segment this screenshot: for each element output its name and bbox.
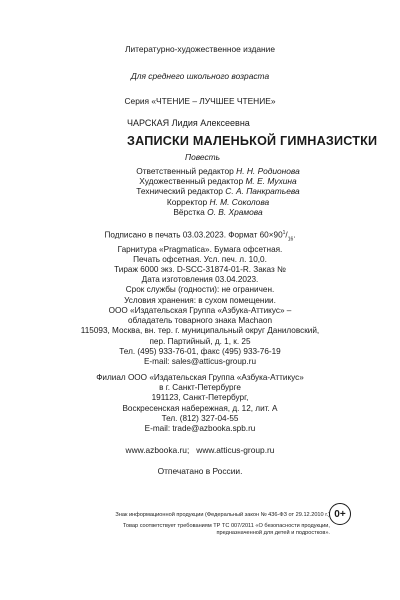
branch-line: Филиал ООО «Издательская Группа «Азбука-Аттикус» [96, 373, 304, 382]
credit-row: Технический редактор С. А. Панкратьева [136, 186, 300, 197]
publisher-line: обладатель товарного знака Machaon [128, 316, 272, 326]
publisher-line: Тел. (495) 933-76-01, факс (495) 933-76-19 [119, 346, 281, 356]
fine-print-line: Товар соответствует требованиям ТР ТС 007/2011 «О безопасности продукции, [122, 523, 330, 529]
branch-line: E-mail: trade@azbooka.spb.ru [144, 424, 256, 434]
branch-line: 191123, Санкт-Петербург, [151, 393, 249, 403]
print-info-line: Тираж 6000 экз. D-SCC-31874-01-R. Заказ № [114, 264, 286, 274]
edition-type: Литературно-художественное издание [124, 44, 276, 54]
print-info-line: Условия хранения: в сухом помещении. [124, 295, 276, 305]
publisher-line: 115093, Москва, вн. тер. г. муниципальный округ Даниловский, [80, 326, 320, 336]
audience: Для среднего школьного возраста [130, 71, 270, 81]
author: ЧАРСКАЯ Лидия Алексеевна [127, 118, 250, 128]
publisher-line: ООО «Издательская Группа «Азбука-Аттикус» – [108, 306, 292, 315]
credit-row: Ответственный редактор Н. Н. Родионова [136, 166, 300, 176]
fine-print-line: Знак информационной продукции (Федеральный закон № 436-ФЗ от 29.12.2010 г.) [115, 512, 330, 518]
print-info-line: Подписано в печать 03.03.2023. Формат $60\times 90^1/_{16}$. [104, 230, 296, 243]
credit-row: Художественный редактор М. Е. Мухина [139, 176, 297, 187]
series: Серия «ЧТЕНИЕ – ЛУЧШЕЕ ЧТЕНИЕ» [124, 96, 276, 106]
publisher-line: пер. Партийный, д. 1, к. 25 [149, 336, 251, 346]
print-info-line: Срок службы (годности): не ограничен. [125, 285, 275, 295]
print-info-line: Печать офсетная. Усл. печ. л. 10,0. [133, 254, 267, 264]
publisher-line: E-mail: sales@atticus-group.ru [143, 357, 257, 367]
publisher-block [0, 306, 400, 367]
print-info-line: Дата изготовления 03.04.2023. [141, 275, 259, 285]
age-rating-badge: 0+ [329, 503, 351, 525]
branch-line: Воскресенская набережная, д. 12, лит. А [122, 403, 278, 413]
print-info-line: Гарнитура «Pragmatica». Бумага офсетная. [117, 244, 283, 254]
branch-line: Тел. (812) 327-04-55 [161, 413, 239, 423]
branch-line: в г. Санкт-Петербурге [159, 383, 241, 393]
credit-row: Вёрстка О. В. Храмова [173, 206, 263, 217]
branch-block [0, 373, 400, 434]
printed-in: Отпечатано в России. [157, 466, 243, 476]
credits-block [118, 166, 318, 217]
websites: www.azbooka.ru; www.atticus-group.ru [125, 445, 275, 455]
genre: Повесть [185, 152, 221, 162]
book-title: ЗАПИСКИ МАЛЕНЬКОЙ ГИМНАЗИСТКИ [127, 134, 378, 148]
fine-print-line: предназначенной для детей и подростков». [216, 530, 330, 536]
print-info [0, 228, 400, 306]
credit-row: Корректор Н. М. Соколова [166, 196, 270, 207]
